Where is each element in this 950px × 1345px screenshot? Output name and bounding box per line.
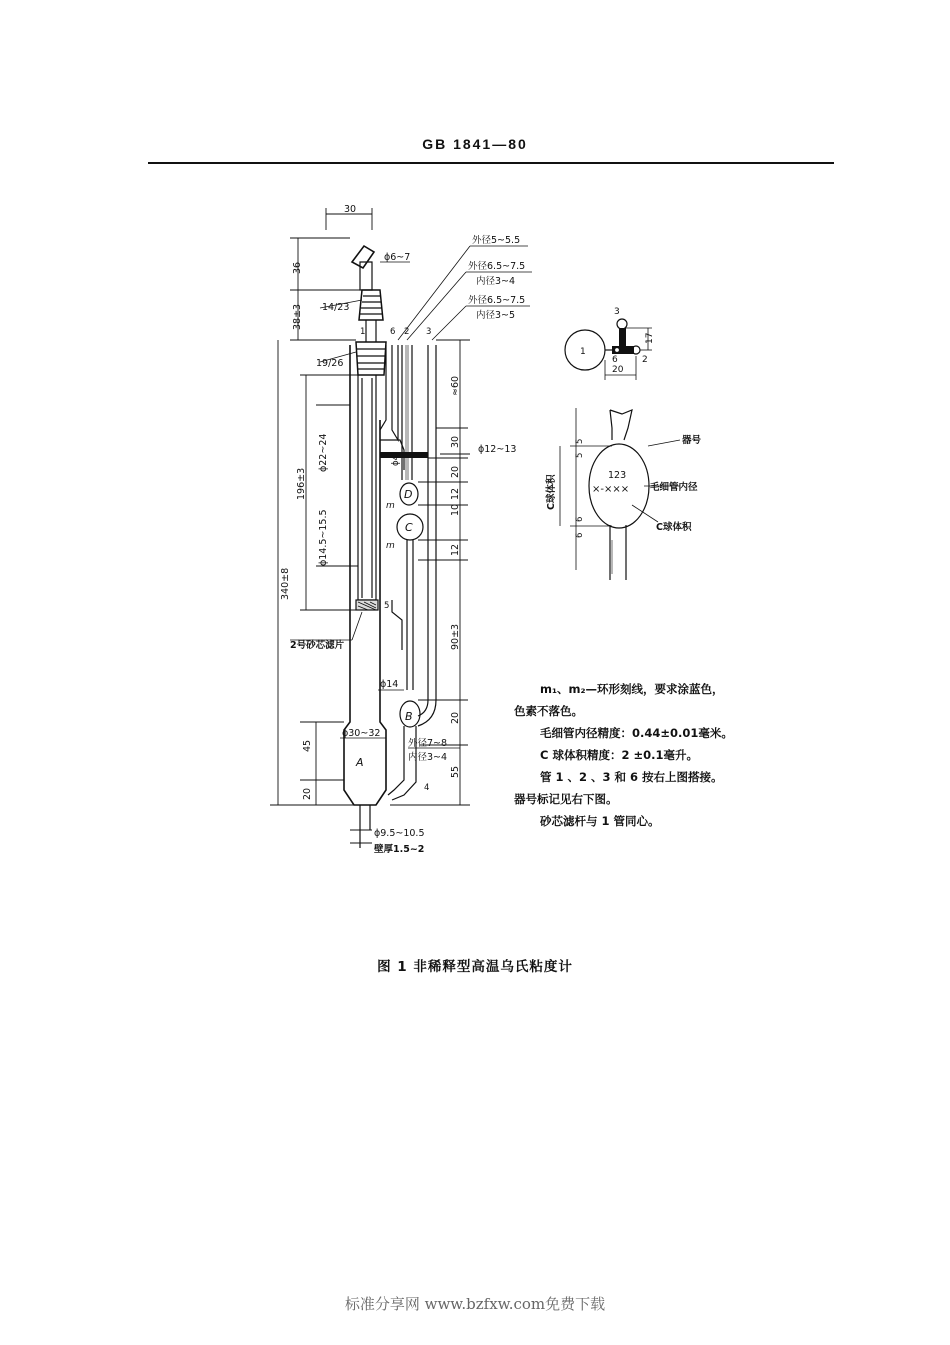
dim-phi14-5: ϕ14.5~15.5 xyxy=(318,509,329,566)
phi4-label: ϕ4 xyxy=(391,454,401,466)
bulb-dim-6b: 6 xyxy=(575,532,585,538)
tube-5 xyxy=(392,600,402,650)
dim-38: 38±3 xyxy=(292,303,303,330)
bulb-b-label: B xyxy=(405,710,413,723)
od4-label: 外径7~8 xyxy=(408,738,448,749)
phi12-label: ϕ12~13 xyxy=(478,444,517,455)
tube-2-number: 2 xyxy=(404,327,410,337)
dim-phi22: ϕ22~24 xyxy=(318,433,329,472)
note-line: m₁、m₂—环形刻线，要求涂蓝色， xyxy=(540,682,724,696)
inset-tube-3: 3 xyxy=(614,307,620,317)
tube-2-capillary xyxy=(388,345,423,800)
tube-3-number: 3 xyxy=(426,327,432,337)
bulb-a-label: A xyxy=(356,756,364,769)
wall-thickness-label: 壁厚1.5~2 xyxy=(374,844,425,855)
inset-tube-1: 1 xyxy=(580,347,586,357)
note-line: C 球体积精度：2 ±0.1毫升。 xyxy=(540,748,698,762)
joint-upper-label: 14/23 xyxy=(322,302,350,313)
inset-tube-6: 6 xyxy=(612,355,618,365)
note-line: 砂芯滤杆与 1 管同心。 xyxy=(540,814,660,828)
note-line: 毛细管内径精度：0.44±0.01毫米。 xyxy=(540,726,733,740)
od3-label: 外径6.5~7.5 xyxy=(468,295,526,306)
phi6-label: ϕ6~7 xyxy=(384,252,411,263)
dim-right-12: 12 xyxy=(450,487,461,500)
inset-tube-2: 2 xyxy=(642,355,648,365)
standard-number: GB 1841—80 xyxy=(422,136,528,152)
tube-4-number: 4 xyxy=(424,783,430,793)
dim-45: 45 xyxy=(302,739,313,752)
id3-label: 内径3~5 xyxy=(476,310,516,321)
dim-right-20b: 20 xyxy=(450,711,461,724)
bulb-d-label: D xyxy=(404,488,413,501)
dim-36: 36 xyxy=(292,261,303,274)
dim-right-20: 20 xyxy=(450,465,461,478)
note-line: 管 1 、2 、3 和 6 按右上图搭接。 xyxy=(540,770,723,784)
bulb-capillary-marks: ×-××× xyxy=(592,484,630,495)
note-line: 器号标记见右下图。 xyxy=(514,792,618,806)
tube-6 xyxy=(380,345,404,470)
od2-label: 外径6.5~7.5 xyxy=(468,261,526,272)
inset-dim-20: 20 xyxy=(612,365,624,375)
figure-notes xyxy=(514,678,814,832)
inset-bulb-view xyxy=(545,408,702,580)
bulb-serial: 123 xyxy=(608,470,627,481)
tube-6-number: 6 xyxy=(390,327,396,337)
tube-5-number: 5 xyxy=(384,601,390,611)
label-volume: C球体积 xyxy=(656,522,692,533)
mark-m2: m xyxy=(386,541,395,551)
dim-right-60: ≈60 xyxy=(450,375,461,396)
dim-right-12b: 12 xyxy=(450,543,461,556)
id4-label: 内径3~4 xyxy=(408,752,448,763)
dim-196: 196±3 xyxy=(296,467,307,500)
joint-lower-label: 19/26 xyxy=(316,358,344,369)
dim-right-55: 55 xyxy=(450,765,461,778)
tube-3 xyxy=(418,345,436,726)
note-line: 色素不落色。 xyxy=(514,704,583,718)
od1-label: 外径5~5.5 xyxy=(472,235,521,246)
label-capillary: 毛细管内径 xyxy=(650,482,698,493)
label-serial: 器号 xyxy=(682,435,702,446)
watermark-footer: 标准分享网 www.bzfxw.com免费下载 xyxy=(344,1295,606,1313)
phi9-label: ϕ9.5~10.5 xyxy=(374,828,425,839)
bulb-dim-6a: 6 xyxy=(575,516,585,522)
dim-right-90: 90±3 xyxy=(450,623,461,650)
inset-dim-17: 17 xyxy=(645,332,655,344)
mark-m1: m xyxy=(386,501,395,511)
dim-340: 340±8 xyxy=(280,567,291,600)
dim-20: 20 xyxy=(302,787,313,800)
dim-right-30: 30 xyxy=(450,435,461,448)
figure-caption: 图 1 非稀释型高温乌氏粘度计 xyxy=(377,959,573,975)
bulb-dim-5b: 5 xyxy=(575,452,585,458)
id2-label: 内径3~4 xyxy=(476,276,516,287)
filter-label: 2号砂芯滤片 xyxy=(290,640,345,651)
dim-30: 30 xyxy=(344,204,357,215)
phi30-label: ϕ30~32 xyxy=(342,728,381,739)
bulb-dim-5a: 5 xyxy=(575,438,585,444)
phi14-label: ϕ14 xyxy=(380,679,399,690)
inset-top-view xyxy=(565,307,655,380)
bulb-side-label: C球体积 xyxy=(546,474,557,510)
dim-right-10: 10 xyxy=(450,503,461,516)
tube-1-number: 1 xyxy=(360,327,366,337)
bulb-c-label: C xyxy=(405,521,413,534)
connector-bar xyxy=(380,452,428,458)
